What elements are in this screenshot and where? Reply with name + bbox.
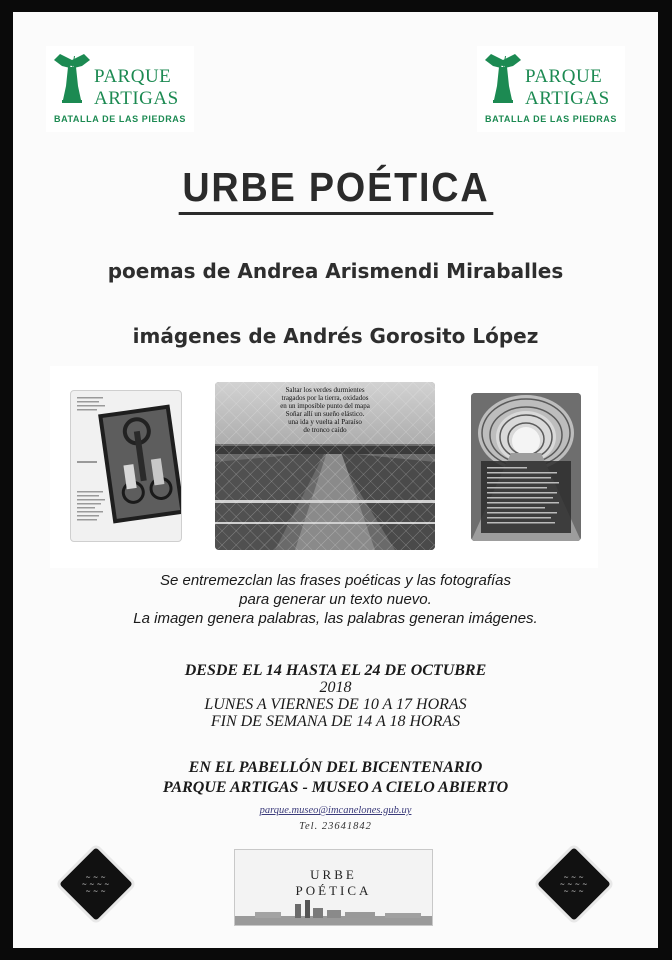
exhibition-dates xyxy=(13,662,658,730)
tunnel-illustration xyxy=(471,393,581,541)
caption-line: una ida y vuelta al Paraíso xyxy=(288,418,362,426)
caption-line: Saltar los verdes durmientes xyxy=(285,386,365,394)
skyline-illustration xyxy=(235,898,432,925)
poster-title-wrap xyxy=(13,162,658,215)
parque-artigas-logo-left xyxy=(46,46,194,132)
poem-page-illustration xyxy=(71,391,181,541)
contact-phone: Tel. 23641842 xyxy=(299,821,372,832)
date-year: 2018 xyxy=(319,679,352,696)
decorative-badge-right xyxy=(537,847,611,921)
date-range: DESDE EL 14 HASTA EL 24 DE OCTUBRE xyxy=(184,662,487,679)
parque-artigas-logo-right xyxy=(477,46,625,132)
intro-line: Se entremezclan las frases poéticas y las fotografías xyxy=(159,572,511,589)
intro-text xyxy=(13,571,658,628)
poster xyxy=(13,12,658,948)
badge-scribble: ~ ~ ~ ~ ~ ~ ~ ~ ~ ~ xyxy=(559,872,588,895)
hours-weekdays: LUNES A VIERNES DE 10 A 17 HORAS xyxy=(204,696,467,713)
logo-line-artigas: ARTIGAS xyxy=(525,88,610,109)
bottom-image-title-2: POÉTICA xyxy=(295,883,372,898)
photo-tunnel-right xyxy=(471,393,581,541)
logo-tagline: BATALLA DE LAS PIEDRAS xyxy=(484,114,618,124)
photo-poem-page-left xyxy=(70,390,182,542)
winged-victory-statue-icon xyxy=(481,52,525,104)
winged-victory-statue-icon xyxy=(50,52,94,104)
logo-line-artigas: ARTIGAS xyxy=(94,88,179,109)
badge-scribble: ~ ~ ~ ~ ~ ~ ~ ~ ~ ~ xyxy=(81,872,110,895)
photo-rail-yard-center xyxy=(215,382,435,550)
venue-line-1: EN EL PABELLÓN DEL BICENTENARIO xyxy=(188,759,483,776)
bottom-image-title-1: URBE xyxy=(310,867,357,882)
rail-yard-illustration xyxy=(215,382,435,550)
caption-line: tragados por la tierra, oxidados xyxy=(281,394,369,402)
caption-line: de tronco caído xyxy=(303,426,347,434)
poster-title: URBE POÉTICA xyxy=(178,162,492,215)
venue xyxy=(13,758,658,798)
poems-credit: poemas de Andrea Arismendi Miraballes xyxy=(107,259,564,283)
intro-line: para generar un texto nuevo. xyxy=(239,591,432,608)
images-credit: imágenes de Andrés Gorosito López xyxy=(132,324,539,348)
logo-tagline: BATALLA DE LAS PIEDRAS xyxy=(53,114,187,124)
hours-weekend: FIN DE SEMANA DE 14 A 18 HORAS xyxy=(210,713,461,730)
venue-line-2: PARQUE ARTIGAS - MUSEO A CIELO ABIERTO xyxy=(162,779,509,796)
contact-info xyxy=(13,803,658,835)
contact-email-link[interactable]: parque.museo@imcanelones.gub.uy xyxy=(259,805,412,816)
caption-line: en un imposible punto del mapa xyxy=(280,402,370,410)
intro-line: La imagen genera palabras, las palabras generan imágenes. xyxy=(133,610,538,627)
logo-line-parque: PARQUE xyxy=(525,66,603,87)
photo-strip xyxy=(50,366,598,568)
decorative-badge-left xyxy=(59,847,133,921)
logo-line-parque: PARQUE xyxy=(94,66,172,87)
bottom-skyline-image xyxy=(234,849,433,926)
caption-line: Soñar allí un sueño elástico. xyxy=(285,410,365,418)
